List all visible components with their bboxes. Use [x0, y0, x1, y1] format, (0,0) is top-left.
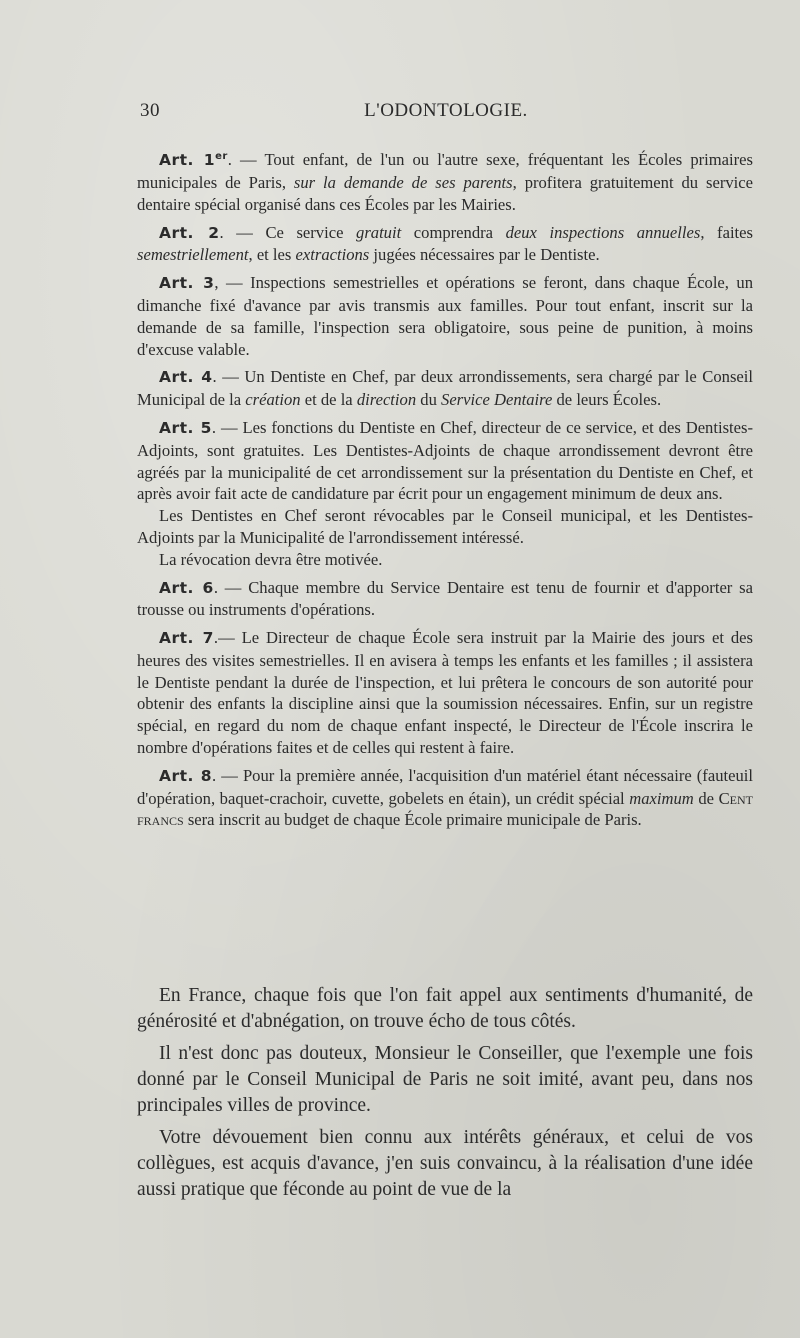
articles-section [137, 146, 753, 837]
article-5-paragraph-3: La révocation devra être motivée. [159, 549, 383, 569]
page-number: 30 [140, 100, 160, 121]
article-label: Art. 4 [159, 368, 213, 387]
article-label: Art. 5 [159, 418, 212, 437]
article-label: Art. 2 [159, 223, 220, 242]
article-1: Art. 1er. — Tout enfant, de l'un ou l'autre sexe, fréquentant les Écoles primaires municipales de Paris, sur la demande de ses parents, profitera gratuitement du service dentaire spécial organisé dans ces Écoles par les Mairies. [137, 150, 753, 214]
article-label: Art. 3 [159, 274, 215, 293]
closing-paragraph: En France, chaque fois que l'on fait appel aux sentiments d'humanité, de générosité et d'abnégation, on trouve écho de tous côtés. [137, 985, 753, 1032]
article-4: Art. 4. — Un Dentiste en Chef, par deux arrondissements, sera chargé par le Conseil Municipal de la création et de la direction du Service Dentaire de leurs Écoles. [137, 367, 753, 410]
article-label: Art. 7 [159, 629, 214, 648]
article-2: Art. 2. — Ce service gratuit comprendra deux inspections annuelles, faites semestriellement, et les extractions jugées nécessaires par le Dentiste. [137, 222, 753, 265]
closing-paragraph: Votre dévouement bien connu aux intérêts généraux, et celui de vos collègues, est acquis d'avance, j'en suis convaincu, à la réalisation d'une idée aussi pratique que féconde au point de vue de la [137, 1127, 753, 1200]
article-6: Art. 6. — Chaque membre du Service Dentaire est tenu de fournir et d'apporter sa trousse ou instruments d'opérations. [137, 577, 753, 620]
article-8: Art. 8. — Pour la première année, l'acquisition d'un matériel étant nécessaire (fauteuil d'opération, baquet-crachoir, cuvette, gobelets en étain), un crédit spécial maximum de Cent francs sera inscrit au budget de chaque École primaire municipale de Paris. [137, 765, 753, 830]
closing-paragraph: Il n'est donc pas douteux, Monsieur le Conseiller, que l'exemple une fois donné par le Conseil Municipal de Paris ne soit imité, avant peu, dans nos principales villes de province. [137, 1043, 753, 1116]
page-header [140, 100, 752, 128]
article-5: Art. 5. — Les fonctions du Dentiste en Chef, directeur de ce service, et des Dentistes-Adjoints, sont gratuites. Les Dentistes-Adjoints de chaque arrondissement devront être agréés par la municipalité de cet arrondissement sur la présentation du Dentiste en Chef, et après avoir fait acte de candidature par écrit pour un engagement minimum de deux ans. [137, 417, 753, 504]
article-7: Art. 7.— Le Directeur de chaque École sera instruit par la Mairie des jours et des heures des visites semestrielles. Il en avisera à temps les enfants et les familles ; il assistera le Dentiste pendant la durée de l'inspection, et lui prêtera le concours de son autorité pour obtenir des enfants la discipline ainsi que la soumission nécessaires. Enfin, sur un registre spécial, en regard du nom de chaque enfant inspecté, le Directeur de l'École inscrira le nombre d'opérations faites et de celles qui restent à faire. [137, 628, 753, 758]
article-label: Art. 8 [159, 766, 213, 785]
article-label: Art. 1er [159, 151, 228, 170]
running-title: L'ODONTOLOGIE. [364, 100, 528, 121]
article-3: Art. 3, — Inspections semestrielles et opérations se feront, dans chaque École, un dimanche fixé d'avance par avis transmis aux familles. Pour tout enfant, inscrit sur la demande de sa famille, l'inspection sera obligatoire, sous peine de punition, à moins d'excuse valable. [137, 273, 753, 359]
closing-section [137, 983, 753, 1209]
article-5-paragraph-2: Les Dentistes en Chef seront révocables par le Conseil municipal, et les Dentistes-Adjoints par la Municipalité de l'arrondissement intéressé. [137, 506, 753, 547]
article-label: Art. 6 [159, 578, 214, 597]
